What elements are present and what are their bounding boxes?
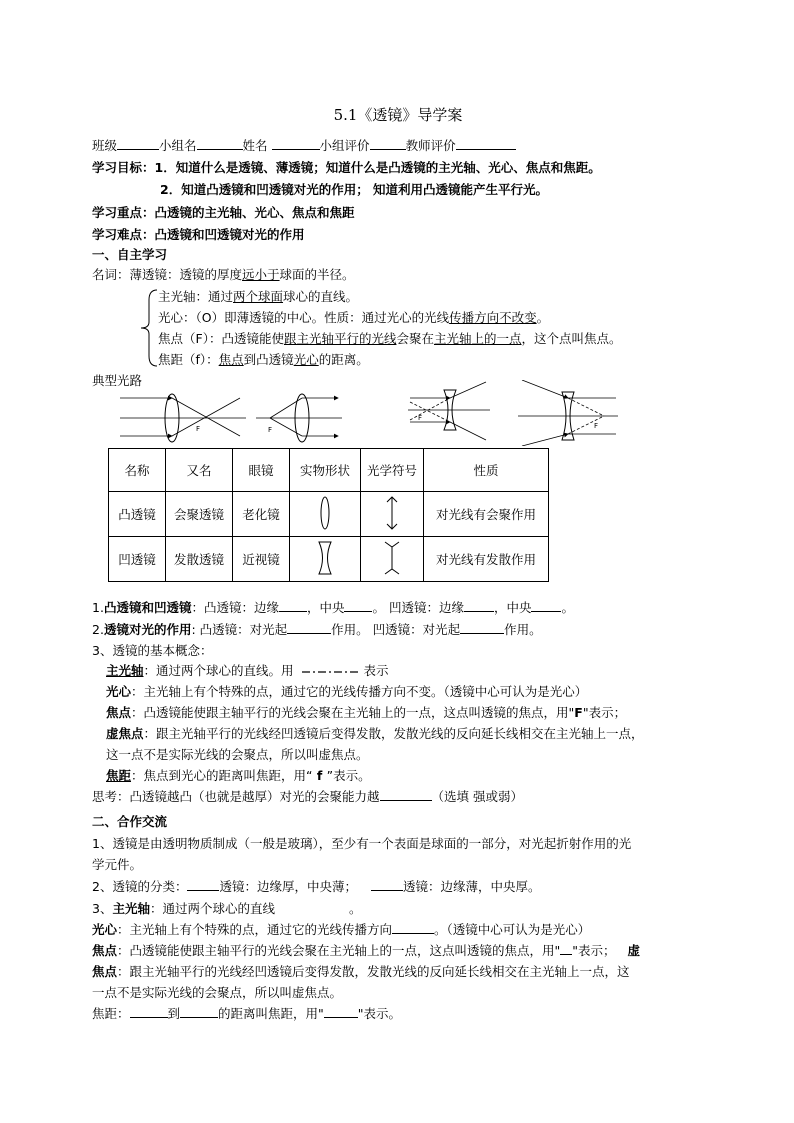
lens-type-blank-2[interactable] [371, 877, 403, 891]
typical-paths-label: 典型光路 [92, 373, 143, 388]
dash-dot-line-icon [300, 667, 362, 677]
concept-main-axis: 主光轴：通过两个球心的直线。用 表示 [106, 663, 389, 678]
term-main-axis: 主光轴：通过两个球面球心的直线。 [158, 289, 359, 304]
convex-symbol-icon [382, 494, 402, 532]
table-cell: 凸透镜 [109, 492, 166, 537]
concave-symbol-icon [380, 539, 404, 577]
table-cell: 老化镜 [233, 492, 290, 537]
section-heading-cooperation: 二、合作交流 [92, 814, 168, 829]
concave-effect-blank[interactable] [460, 620, 504, 634]
concave-lens-diagram-1 [408, 382, 490, 440]
concave-lens-icon [315, 539, 335, 577]
coop-virtual-focus-line2: 一点不是实际光线的会聚点，所以叫虚焦点。 [92, 985, 343, 1000]
focal-length-blank-1[interactable] [130, 1004, 168, 1018]
term-optical-center: 光心：（O）即薄透镜的中心。性质：通过光心的光线传播方向不改变。 [158, 310, 550, 325]
convex-center-blank[interactable] [344, 598, 372, 612]
table-header: 光学符号 [361, 449, 424, 492]
coop-item-2: 2、透镜的分类： 透镜：边缘厚，中央薄； 透镜：边缘薄，中央厚。 [92, 879, 541, 894]
term-focal-point: 焦点（F）：凸透镜能使跟主光轴平行的光线会聚在主光轴上的一点，这个点叫焦点。 [158, 331, 622, 346]
learning-goals-line2: 2．知道凸透镜和凹透镜对光的作用； 知道利用凸透镜能产生平行光。 [160, 182, 549, 197]
lens-type-blank-1[interactable] [187, 877, 219, 891]
concave-lens-diagram-2 [518, 380, 618, 446]
table-cell: 会聚透镜 [166, 492, 233, 537]
group-blank[interactable] [197, 136, 243, 150]
convex-symbol-cell [361, 492, 424, 537]
think-blank[interactable] [380, 787, 432, 801]
coop-item-3: 3、主光轴：通过两个球心的直线 。 [92, 901, 362, 916]
table-cell: 凹透镜 [109, 537, 166, 582]
ray-diagrams [110, 380, 710, 446]
convex-effect-blank[interactable] [287, 620, 331, 634]
focal-label: F [418, 414, 423, 422]
teacher-eval-blank[interactable] [456, 136, 516, 150]
concept-optical-center: 光心：主光轴上有个特殊的点，通过它的光线传播方向不变。（透镜中心可认为是光心） [106, 684, 588, 699]
coop-item-1-line2: 学元件。 [92, 857, 143, 872]
focal-label: F [594, 422, 599, 430]
table-row [109, 492, 549, 537]
concept-virtual-focus: 虚焦点：跟主光轴平行的光线经凹透镜后变得发散，发散光线的反向延长线相交在主光轴上一点， [106, 726, 644, 741]
table-cell: 发散透镜 [166, 537, 233, 582]
question-2: 2.透镜对光的作用: 凸透镜：对光起 作用。 凹透镜：对光起 作用。 [92, 622, 542, 637]
table-header: 又名 [166, 449, 233, 492]
focal-length-blank-2[interactable] [180, 1004, 218, 1018]
table-header: 性质 [424, 449, 549, 492]
coop-focal-point: 焦点：凸透镜能使跟主轴平行的光线会聚在主光轴上的一点，这点叫透镜的焦点，用" "表示； 虚 [92, 943, 641, 958]
table-cell: 对光线有发散作用 [424, 537, 549, 582]
brace-icon [137, 288, 159, 368]
name-blank[interactable] [272, 136, 320, 150]
coop-focal-length: 焦距： 到 的距离叫焦距，用" "表示。 [92, 1006, 402, 1021]
table-header: 实物形状 [290, 449, 361, 492]
concave-edge-blank[interactable] [464, 598, 494, 612]
learning-focus: 学习重点：凸透镜的主光轴、光心、焦点和焦距 [92, 205, 355, 220]
concept-focal-length: 焦距：焦点到光心的距离叫焦距，用“ f ”表示。 [106, 768, 371, 783]
convex-lens-icon [315, 494, 335, 532]
learning-goals: 学习目标：1．知道什么是透镜、薄透镜；知道什么是凸透镜的主光轴、光心、焦点和焦距。 [92, 160, 601, 175]
table-header: 眼镜 [233, 449, 290, 492]
learning-difficulty: 学习难点：凸透镜和凹透镜对光的作用 [92, 227, 305, 242]
coop-virtual-focus: 焦点：跟主光轴平行的光线经凹透镜后变得发散，发散光线的反向延长线相交在主光轴上一点，这 [92, 964, 630, 979]
think-question: 思考：凸透镜越凸（也就是越厚）对光的会聚能力越 （选填 强或弱） [92, 789, 523, 804]
student-info-line: 班级 小组名 姓名 小组评价 教师评价 [92, 136, 516, 156]
convex-shape-cell [290, 492, 361, 537]
coop-optical-center: 光心：主光轴上有个特殊的点，通过它的光线传播方向 。（透镜中心可认为是光心） [92, 922, 591, 937]
term-thin-lens: 名词：薄透镜：透镜的厚度远小于球面的半径。 [92, 267, 355, 282]
question-1: 1.凸透镜和凹透镜：凸透镜：边缘 ，中央 。 凹透镜：边缘 ，中央 。 [92, 600, 574, 615]
direction-blank[interactable] [392, 920, 434, 934]
page-title: 5.1《透镜》导学案 [333, 106, 463, 124]
table-header-row [109, 449, 549, 492]
convex-lens-diagram-1 [120, 394, 246, 442]
table-header: 名称 [109, 449, 166, 492]
lens-properties-table [108, 448, 549, 582]
table-cell: 近视镜 [233, 537, 290, 582]
table-row [109, 537, 549, 582]
concave-center-blank[interactable] [531, 598, 561, 612]
main-axis-blank[interactable] [275, 900, 349, 913]
concept-virtual-focus-line2: 这一点不是实际光线的会聚点，所以叫虚焦点。 [106, 747, 369, 762]
focal-label: F [196, 425, 201, 433]
class-blank[interactable] [117, 136, 159, 150]
table-cell: 对光线有会聚作用 [424, 492, 549, 537]
focus-symbol-blank[interactable] [560, 941, 572, 955]
term-focal-length: 焦距（f）：焦点到凸透镜光心的距离。 [158, 352, 369, 367]
concave-shape-cell [290, 537, 361, 582]
focal-length-symbol-blank[interactable] [324, 1004, 358, 1018]
convex-lens-diagram-2 [256, 394, 342, 442]
concept-focal-point: 焦点：凸透镜能使跟主轴平行的光线会聚在主光轴上的一点，这点叫透镜的焦点，用"F"表示； [106, 705, 627, 720]
convex-edge-blank[interactable] [279, 598, 307, 612]
coop-item-1: 1、透镜是由透明物质制成（一般是玻璃），至少有一个表面是球面的一部分，对光起折射作用的光 [92, 836, 632, 851]
section-heading-self-study: 一、自主学习 [92, 247, 168, 262]
focal-label: F [268, 426, 273, 434]
question-3-heading: 3、透镜的基本概念： [92, 643, 213, 658]
concave-symbol-cell [361, 537, 424, 582]
group-eval-blank[interactable] [370, 136, 406, 150]
